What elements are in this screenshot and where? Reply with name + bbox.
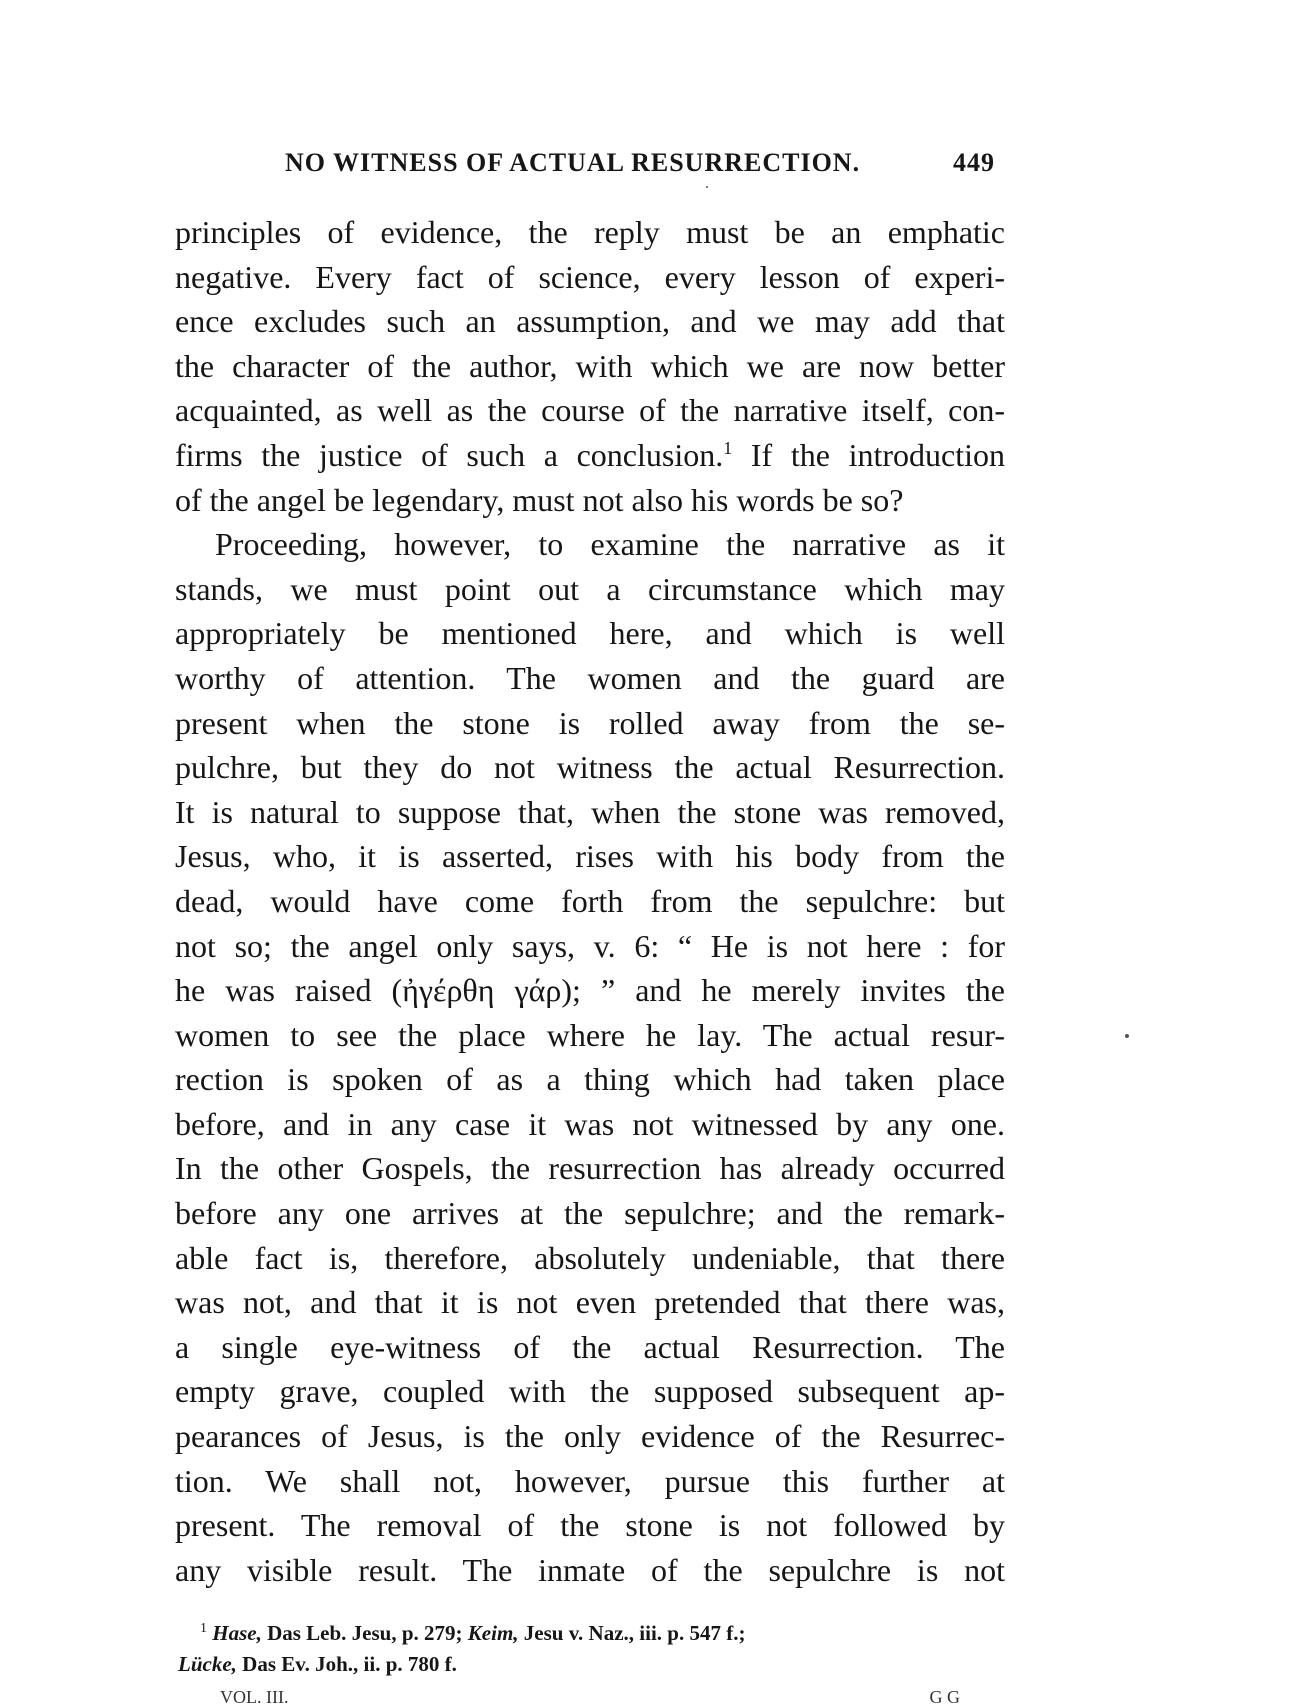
text-line-12: present when the stone is rolled away from the se-	[175, 704, 1005, 741]
text-line-3: ence excludes such an assumption, and we may add that	[175, 303, 1005, 340]
text-line-21: before, and in any case it was not witnessed by any one.	[175, 1105, 1005, 1142]
text-line-4: the character of the author, with which we are now better	[175, 347, 1005, 384]
text-line-25: was not, and that it is not even pretended that there was,	[175, 1284, 1005, 1321]
page-number: 449	[953, 148, 995, 177]
volume-signature: VOL. III.	[220, 1687, 289, 1707]
text-line-20: rection is spoken of as a thing which had taken place	[175, 1061, 1005, 1098]
text-line-11: worthy of attention. The women and the guard are	[175, 659, 1005, 696]
text-line-31: any visible result. The inmate of the sepulchre is not	[175, 1551, 1005, 1588]
text-line-14: It is natural to suppose that, when the stone was removed,	[175, 793, 1005, 830]
running-title: NO WITNESS OF ACTUAL RESURRECTION.	[285, 148, 861, 177]
text-line-19: women to see the place where he lay. The actual resur-	[175, 1016, 1005, 1053]
text-line-8: Proceeding, however, to examine the narrative as it	[215, 526, 1005, 563]
text-line-1: principles of evidence, the reply must be an emphatic	[175, 214, 1005, 250]
text-line-2: negative. Every fact of science, every lesson of experi-	[175, 258, 1005, 295]
print-speck	[706, 186, 708, 188]
footnotes	[178, 1618, 1008, 1680]
text-line-22: In the other Gospels, the resurrection has already occurred	[175, 1150, 1005, 1187]
text-line-10: appropriately be mentioned here, and which is well	[175, 615, 1005, 652]
text-line-29: tion. We shall not, however, pursue this further at	[175, 1462, 1005, 1499]
text-line-26: a single eye-witness of the actual Resurrection. The	[175, 1328, 1005, 1365]
text-line-18: he was raised (ἠγέρθη γάρ); ” and he merely invites the	[175, 972, 1005, 1009]
print-speck	[1125, 1034, 1129, 1038]
text-line-6-start: firms the justice of such a conclusion.	[175, 436, 724, 473]
body-text	[175, 210, 1005, 1592]
text-line-24: able fact is, therefore, absolutely undeniable, that there	[175, 1239, 1005, 1276]
text-line-13: pulchre, but they do not witness the actual Resurrection.	[175, 749, 1005, 786]
footnote-1	[178, 1618, 1008, 1649]
text-line-16: dead, would have come forth from the sepulchre: but	[175, 882, 1005, 919]
footnote-author-lucke: Lücke,	[178, 1652, 237, 1676]
footnote-author-keim: Keim,	[467, 1621, 519, 1645]
footnote-ref-keim: Jesu v. Naz., iii. p. 547 f.;	[523, 1621, 746, 1645]
text-line-28: pearances of Jesus, is the only evidence of the Resurrec-	[175, 1418, 1005, 1455]
text-line-17: not so; the angel only says, v. 6: “ He is not here : for	[175, 927, 1005, 964]
running-head	[285, 148, 995, 188]
text-line-6	[175, 433, 1005, 478]
footnote-ref-lucke: Das Ev. Joh., ii. p. 780 f.	[242, 1652, 457, 1676]
footnote-1-continued	[178, 1649, 1008, 1680]
text-line-9: stands, we must point out a circumstance which may	[175, 570, 1005, 607]
text-line-6-end: If the introduction	[750, 436, 1006, 473]
text-line-23: before any one arrives at the sepulchre; and the remark-	[175, 1195, 1005, 1232]
text-line-27: empty grave, coupled with the supposed subsequent ap-	[175, 1373, 1005, 1410]
text-line-7: of the angel be legendary, must not also his words be so?	[175, 481, 904, 518]
footnote-marker: 1	[723, 437, 733, 458]
footnote-number: 1	[200, 1621, 207, 1636]
text-line-15: Jesus, who, it is asserted, rises with his body from the	[175, 838, 1005, 875]
footnote-author-hase: Hase,	[212, 1621, 262, 1645]
text-line-5: acquainted, as well as the course of the narrative itself, con-	[175, 392, 1005, 429]
text-line-30: present. The removal of the stone is not followed by	[175, 1507, 1005, 1544]
footnote-ref-hase: Das Leb. Jesu, p. 279;	[267, 1621, 463, 1645]
gathering-signature: G G	[929, 1687, 960, 1707]
